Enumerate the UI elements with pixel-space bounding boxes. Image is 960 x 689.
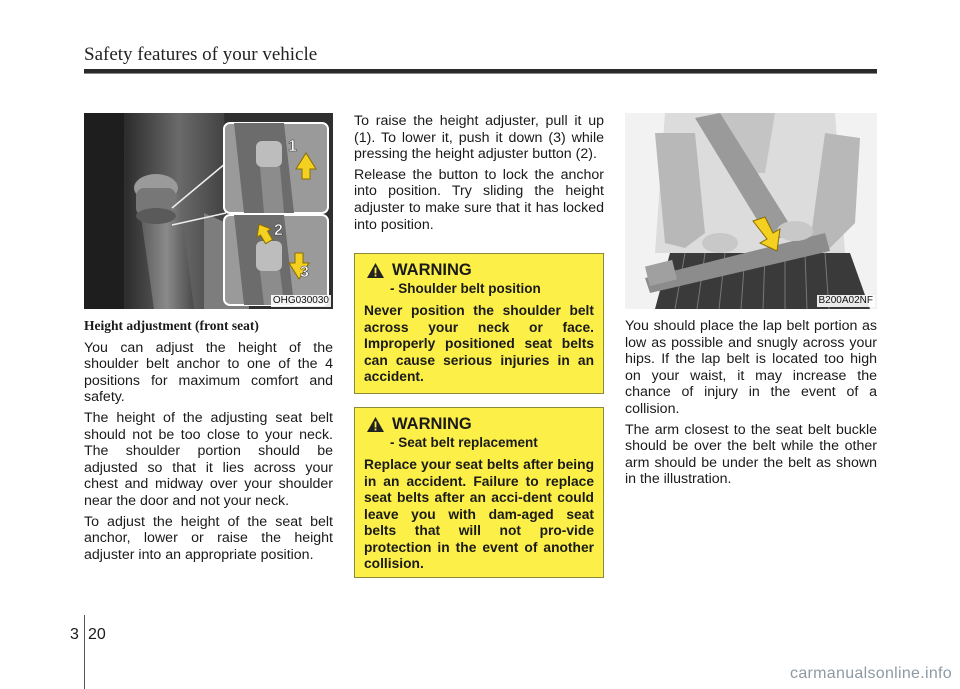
watermark: carmanualsonline.info: [790, 665, 952, 682]
warning-box-belt-replacement: [354, 407, 604, 578]
callout-3: 3: [300, 264, 309, 281]
warning-triangle-icon: [367, 263, 384, 278]
paragraph: You can adjust the height of the shoulder belt anchor to one of the 4 positions for maximum comfort and safety.: [84, 339, 333, 406]
figure-lap-belt: [625, 113, 877, 309]
paragraph: To raise the height adjuster, pull it up (1). To lower it, push it down (3) while pressing the height adjuster button (2).: [354, 113, 604, 163]
warning-body: Replace your seat belts after being in an accident. Failure to replace seat belts after an acci-dent could leave you with dam-aged seat belts that will not pro-vide protection in the event of another collision.: [364, 457, 594, 571]
warning-header: [367, 416, 594, 433]
paragraph: To adjust the height of the seat belt anchor, lower or raise the height adjuster into an appropriate position.: [84, 513, 333, 563]
figure-belt-anchor: [84, 113, 333, 309]
page-header-title: Safety features of your vehicle: [84, 44, 318, 65]
warning-header: [367, 262, 594, 279]
warning-body: Never position the shoulder belt across your neck or face. Improperly positioned seat belts can cause serious injuries in an accident.: [364, 303, 594, 384]
paragraph: The height of the adjusting seat belt should not be too close to your neck. The shoulder portion should be adjusted so that it lies across your chest and midway over your shoulder near the door and not your neck.: [84, 409, 333, 509]
warning-title: WARNING: [392, 415, 472, 433]
belt-anchor-illustration: [84, 113, 333, 309]
paragraph: The arm closest to the seat belt buckle should be over the belt while the other arm should be under the belt as shown in the illustration.: [625, 421, 877, 488]
left-column: [84, 318, 333, 567]
chapter-number: 3: [70, 626, 79, 643]
paragraph: You should place the lap belt portion as low as possible and snugly across your hips. If the lap belt is located too high on your waist, it may increase the chance of injury in the event of a collision.: [625, 318, 877, 417]
right-column: [625, 318, 877, 492]
lap-belt-illustration: [625, 113, 877, 309]
callout-1: 1: [288, 138, 297, 155]
footer-divider: [84, 615, 85, 689]
callout-2: 2: [274, 222, 283, 239]
warning-title: WARNING: [392, 261, 472, 279]
warning-box-shoulder-belt: [354, 253, 604, 394]
page-number: 20: [88, 626, 106, 643]
middle-column: [354, 113, 604, 237]
warning-subtitle: - Seat belt replacement: [390, 434, 538, 450]
figure-code-left: OHG030030: [272, 295, 329, 306]
paragraph: Release the button to lock the anchor into position. Try sliding the height adjuster to make sure that it has locked into position.: [354, 166, 604, 233]
header-rule-thin: [84, 73, 877, 74]
section-heading: Height adjustment (front seat): [84, 318, 259, 333]
figure-code-right: B200A02NF: [818, 295, 873, 306]
warning-triangle-icon: [367, 417, 384, 432]
warning-subtitle: - Shoulder belt position: [390, 280, 541, 296]
